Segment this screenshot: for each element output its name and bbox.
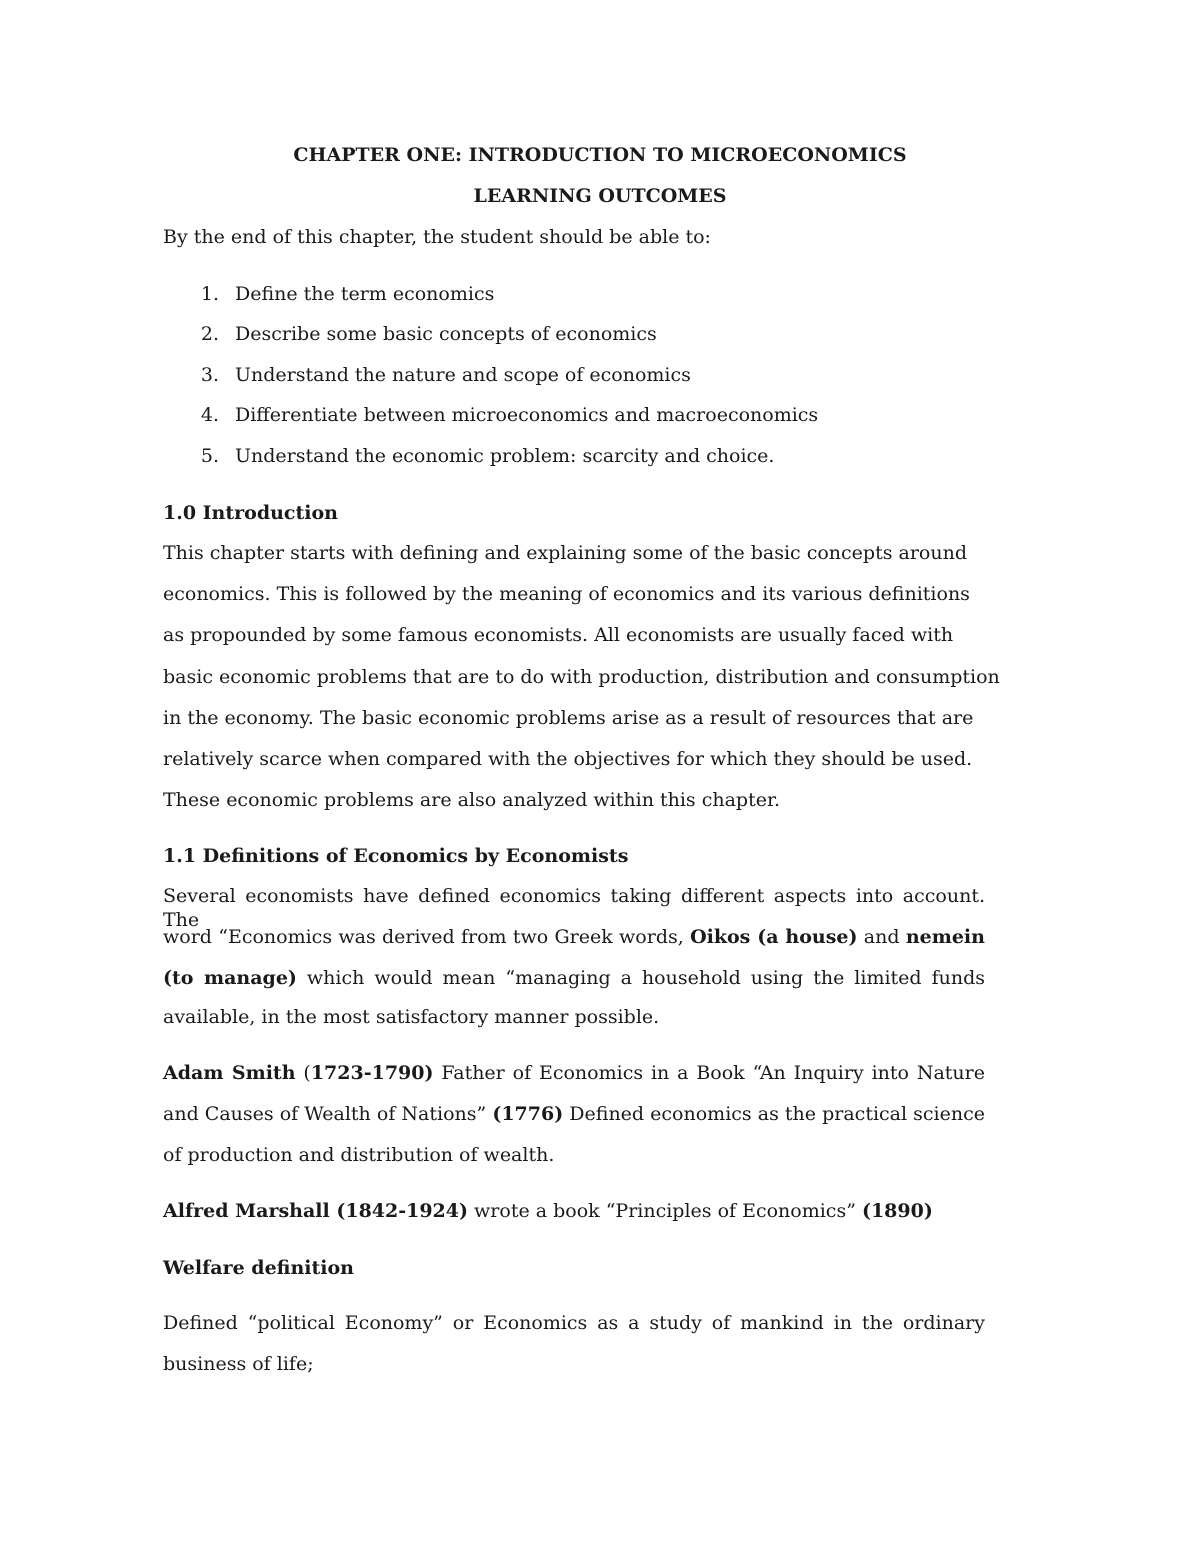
list-item-number: 4. <box>200 404 219 426</box>
paragraph-line: business of life; <box>163 1353 314 1375</box>
text-run: Father of Economics in a Book “An Inquiry into Nature <box>441 1062 985 1084</box>
chapter-title: CHAPTER ONE: INTRODUCTION TO MICROECONOMICS <box>293 144 907 166</box>
paragraph-line: economics. This is followed by the meaning of economics and its various definitions <box>163 583 970 605</box>
paragraph-line: basic economic problems that are to do with production, distribution and consumption <box>163 666 1000 688</box>
economist-years: 1723-1790) <box>310 1062 434 1084</box>
text-run: and Causes of Wealth of Nations” <box>163 1103 487 1125</box>
paragraph-line: Several economists have defined economics taking different aspects into account. The <box>163 885 985 931</box>
bold-term-nemein: nemein <box>905 926 985 948</box>
text-run: which would mean “managing a household using the limited funds <box>306 967 985 989</box>
paragraph-line: This chapter starts with defining and explaining some of the basic concepts around <box>163 542 968 564</box>
paragraph-line: as propounded by some famous economists. All economists are usually faced with <box>163 624 954 646</box>
intro-sentence: By the end of this chapter, the student should be able to: <box>163 226 711 248</box>
list-item-text: Differentiate between microeconomics and macroeconomics <box>235 404 819 426</box>
list-item-text: Understand the nature and scope of economics <box>235 364 691 386</box>
list-item-number: 1. <box>200 283 219 305</box>
learning-outcomes-title: LEARNING OUTCOMES <box>473 185 727 207</box>
alfred-marshall-line <box>163 1199 933 1223</box>
paragraph-line: relatively scarce when compared with the objectives for which they should be used. <box>163 748 973 770</box>
book-year: (1776) <box>492 1103 564 1125</box>
paragraph-line: These economic problems are also analyzed within this chapter. <box>163 789 781 811</box>
paragraph-line: available, in the most satisfactory manner possible. <box>163 1006 660 1028</box>
list-item-number: 5. <box>200 445 219 467</box>
paragraph-line <box>163 925 985 949</box>
economist-name: Alfred Marshall (1842-1924) <box>163 1200 468 1222</box>
text-run: and <box>863 926 900 948</box>
list-item-number: 3. <box>200 364 219 386</box>
list-item-text: Define the term economics <box>235 283 495 305</box>
years-open: (1723-1790) <box>303 1062 434 1084</box>
paragraph-line: Defined “political Economy” or Economics as a study of mankind in the ordinary <box>163 1312 985 1334</box>
bold-term-to-manage: (to manage) <box>163 967 297 989</box>
paragraph-line <box>163 1061 985 1085</box>
paragraph-line: in the economy. The basic economic problems arise as a result of resources that are <box>163 707 974 729</box>
list-item-number: 2. <box>200 323 219 345</box>
text-run: Defined economics as the practical science <box>569 1103 985 1125</box>
text-run: wrote a book “Principles of Economics” <box>474 1200 856 1222</box>
paragraph-line: of production and distribution of wealth. <box>163 1144 555 1166</box>
paragraph-line <box>163 966 985 990</box>
list-item-text: Describe some basic concepts of economics <box>235 323 657 345</box>
bold-term-oikos: Oikos (a house) <box>690 926 858 948</box>
paragraph-line <box>163 1102 985 1126</box>
list-item-text: Understand the economic problem: scarcity and choice. <box>235 445 775 467</box>
economist-name: Adam Smith <box>163 1062 296 1084</box>
section-heading-definitions: 1.1 Definitions of Economics by Economists <box>163 845 629 867</box>
text-run: word “Economics was derived from two Greek words, <box>163 926 684 948</box>
welfare-definition-heading: Welfare definition <box>163 1257 354 1279</box>
book-year: (1890) <box>861 1200 933 1222</box>
section-heading-introduction: 1.0 Introduction <box>163 502 338 524</box>
